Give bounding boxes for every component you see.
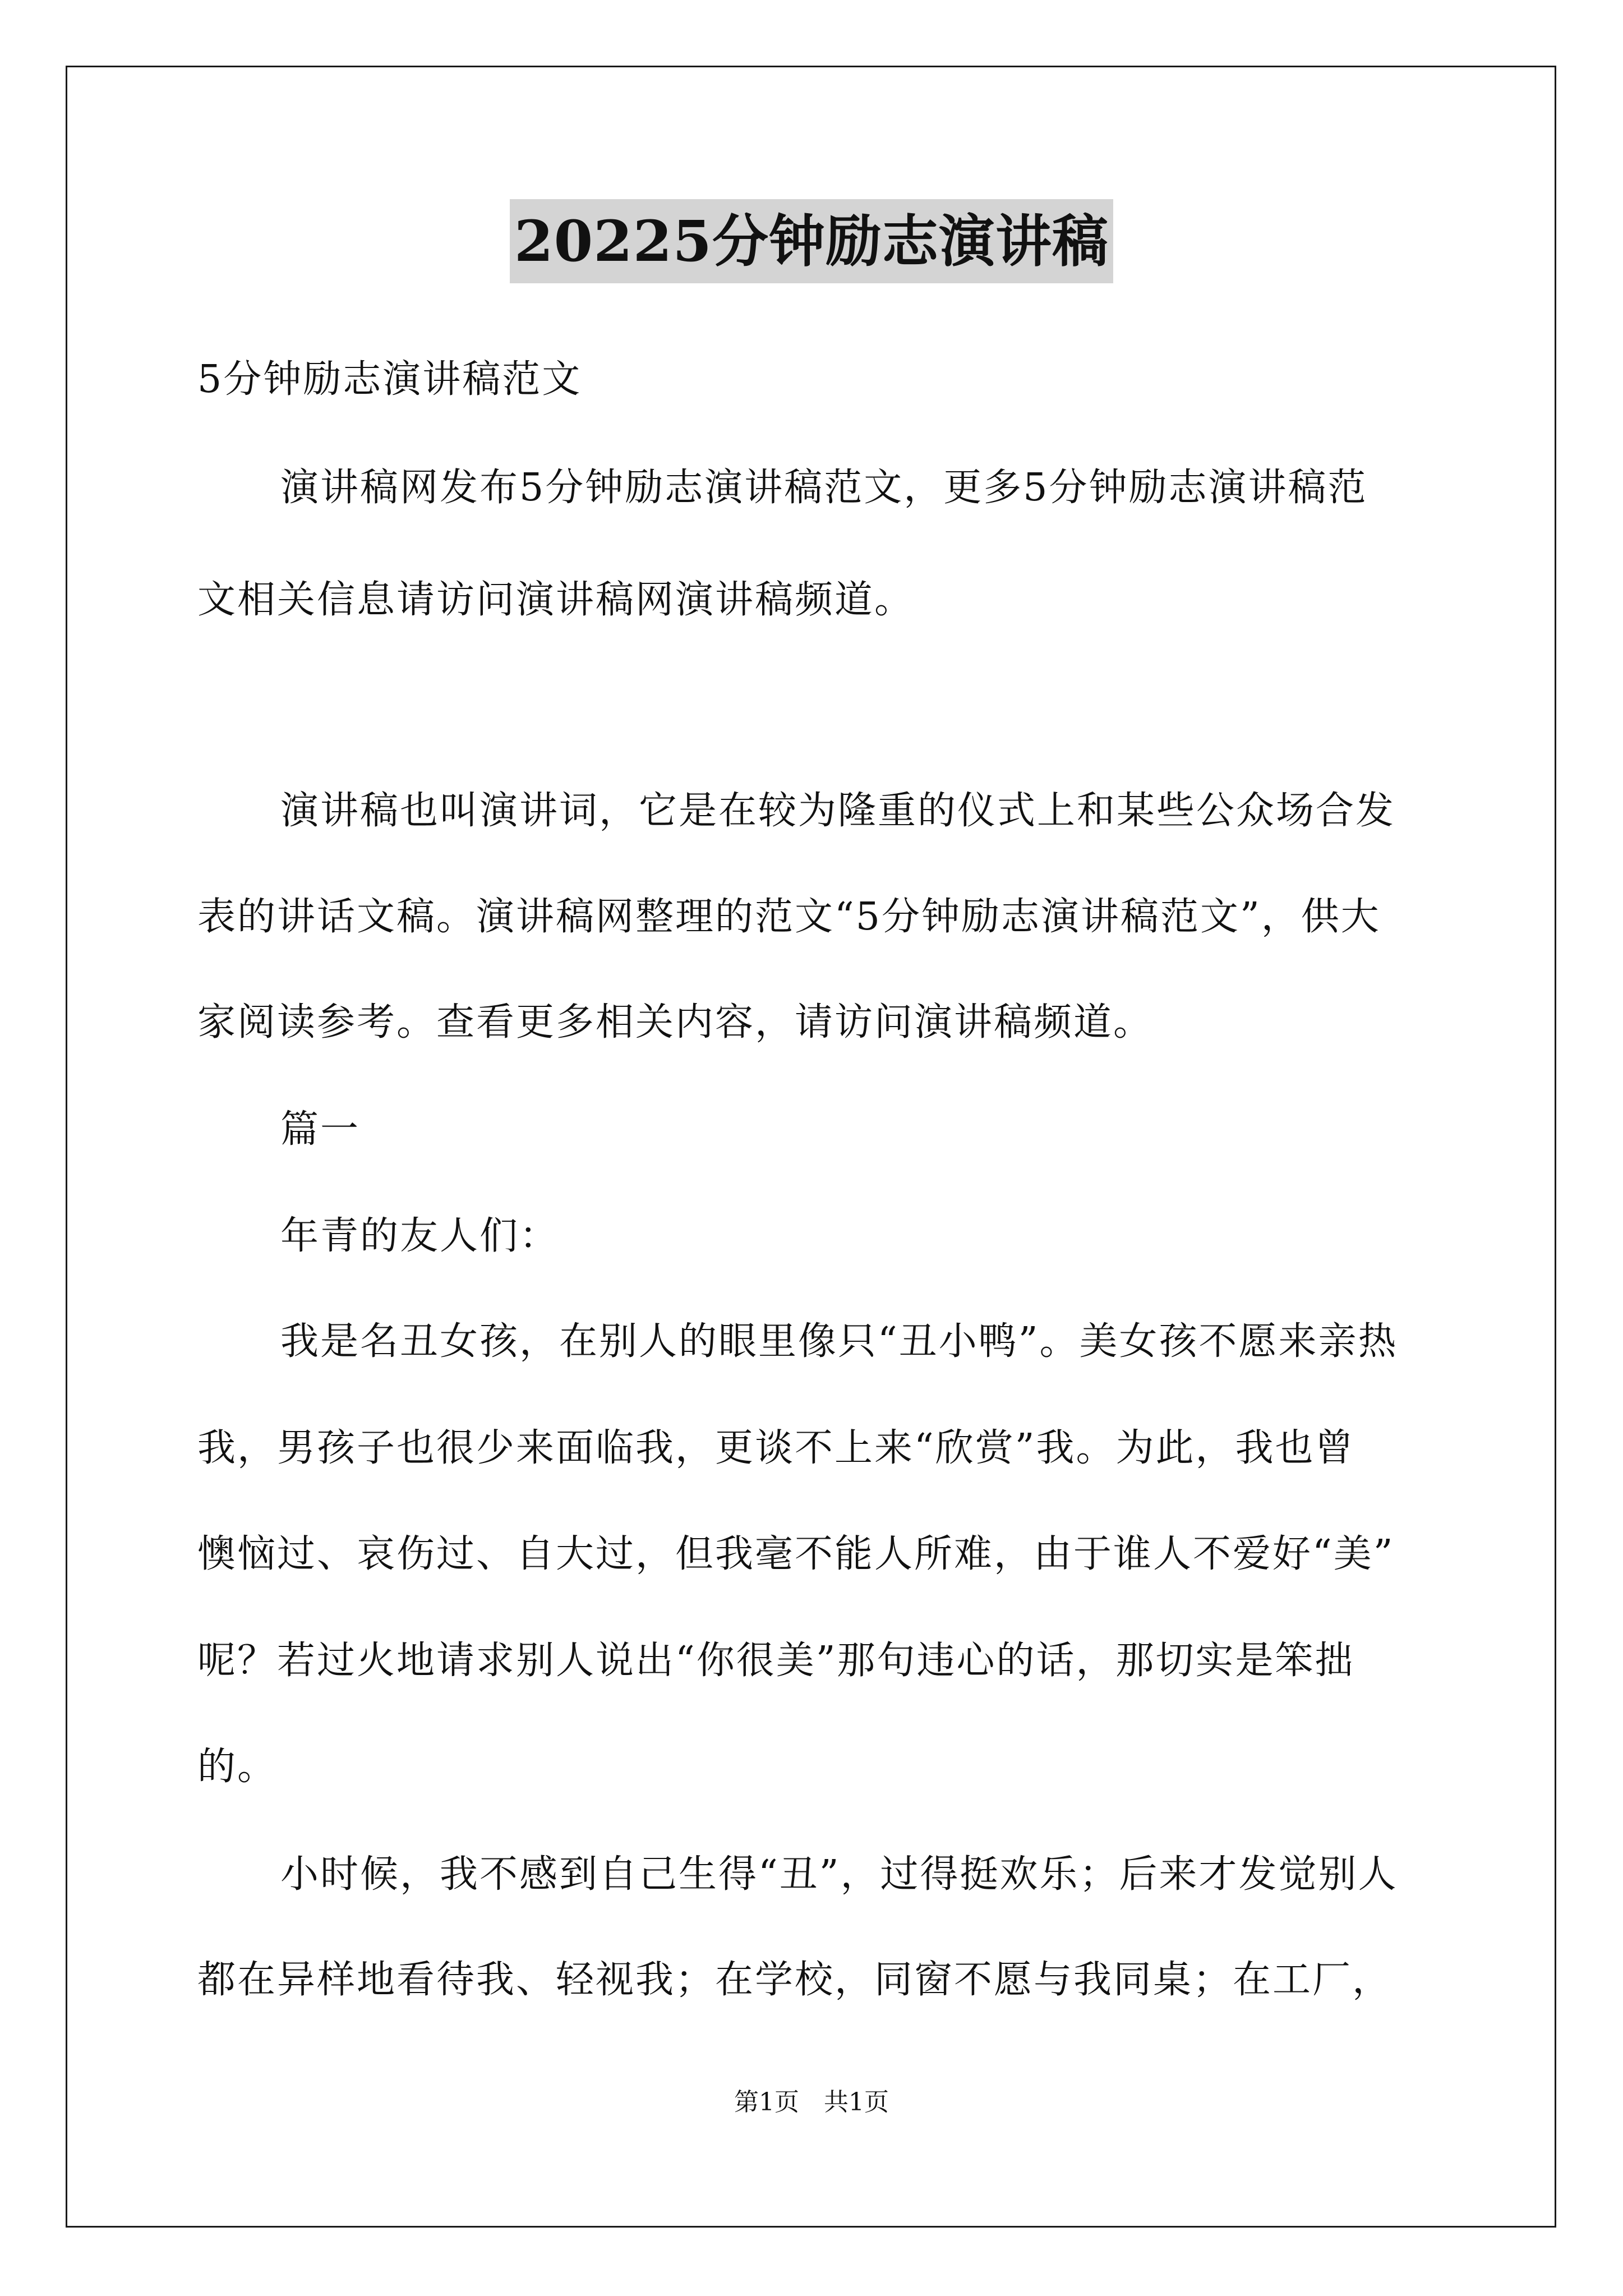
page-number-footer: 第1页 共1页 [734, 2088, 889, 2116]
paragraph-line: 家阅读参考。查看更多相关内容，请访问演讲稿频道。 [197, 1000, 1154, 1045]
paragraph-line: 演讲稿网发布5分钟励志演讲稿范文，更多5分钟励志演讲稿范 [280, 466, 1368, 510]
greeting-line: 年青的友人们： [280, 1214, 560, 1258]
paragraph-line: 小时候，我不感到自己生得“丑”，过得挺欢乐；后来才发觉别人 [280, 1852, 1398, 1897]
paragraph-line: 呢？若过火地请求别人说出“你很美”那句违心的话，那切实是笨拙 [197, 1639, 1355, 1683]
document-title[interactable]: 20225分钟励志演讲稿 [510, 199, 1113, 283]
paragraph-line: 我，男孩子也很少来面临我，更谈不上来“欣赏”我。为此，我也曾 [197, 1426, 1355, 1470]
paragraph-line: 都在异样地看待我、轻视我；在学校，同窗不愿与我同桌；在工厂， [197, 1958, 1393, 2002]
paragraph-line: 我是名丑女孩，在别人的眼里像只“丑小鸭”。美女孩不愿来亲热 [280, 1319, 1398, 1364]
paragraph-line: 文相关信息请访问演讲稿网演讲稿频道。 [197, 578, 915, 622]
section-heading: 篇一 [280, 1107, 361, 1152]
title-container [0, 199, 1623, 283]
paragraph-line: 懊恼过、哀伤过、自大过，但我毫不能人所难，由于谁人不爱好“美” [197, 1532, 1395, 1576]
paragraph-line: 演讲稿也叫演讲词，它是在较为隆重的仪式上和某些公众场合发 [280, 789, 1396, 833]
paragraph-line: 的。 [197, 1745, 278, 1789]
paragraph-line: 表的讲话文稿。演讲稿网整理的范文“5分钟励志演讲稿范文”，供大 [197, 895, 1381, 939]
document-subtitle: 5分钟励志演讲稿范文 [197, 357, 582, 402]
